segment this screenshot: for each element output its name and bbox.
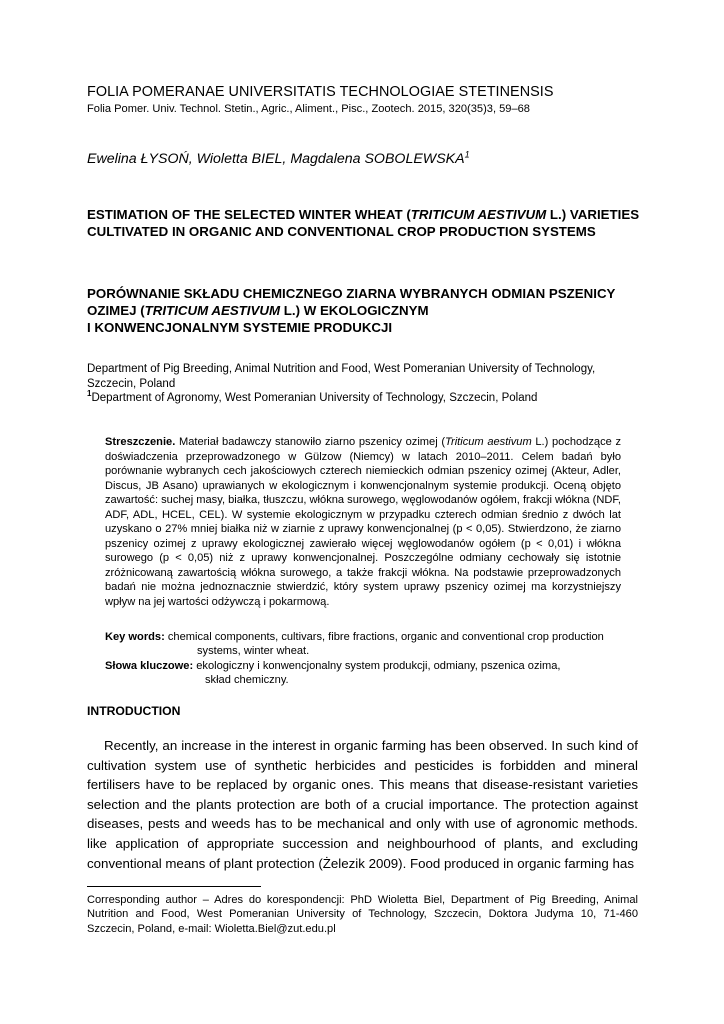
title-pl-part1: PORÓWNANIE SKŁADU CHEMICZNEGO ZIARNA WYBRANYCH ODMIAN PSZENICY OZIMEJ (	[87, 286, 616, 318]
corresponding-author-footnote: Corresponding author – Adres do korespondencji: PhD Wioletta Biel, Department of Pig Breeding, Animal Nutrition and Food, West Pomeranian University of Technology, Szczecin, Doktora Judyma 10, 71-460 Szczecin, Poland, e-mail: Wioletta.Biel@zut.edu.pl	[87, 894, 638, 935]
abstract-text-2: L.) pochodzące z doświadczenia przeprowadzonego w Gülzow (Niemcy) w latach 2010–2011. Celem badań było porównanie wybranych cech jakościowych czterech niemieckich odmian pszenicy ozimej (Akteur, Adler, Discus, JB Asano) uprawianych w ekologicznym i konwencjonalnym systemie produkcji. Oceną objęto zawartość: suchej masy, białka, tłuszczu, włókna surowego, węglowodanów ogółem, frakcji włókna (NDF, ADF, ADL, HCEL, CEL). W systemie ekologicznym w przypadku czterech odmian średnio z dwóch lat uzyskano o 27% mniej białka niż w ziarnie z uprawy konwencjonalnej (p < 0,05). Stwierdzono, że ziarno pszenicy ozimej z uprawy ekologicznej zawierało więcej węglowodanów ogółem (p < 0,01) i włókna surowego (p < 0,05) niż z uprawy konwencjonalnej. Poszczególne odmiany cechowały się istotnie zróżnicowaną zawartością włókna surowego, a także frakcji włókna. Na podstawie przeprowadzonych badań nie można jednoznacznie stwierdzić, który system uprawy pszenicy ozimej ma korzystniejszy wpływ na jej wartości odżywczą i pokarmową.	[105, 436, 622, 609]
paper-title-english	[87, 206, 647, 240]
keywords-pl-text-1: ekologiczny i konwencjonalny system produkcji, odmiany, pszenica ozima,	[193, 659, 561, 672]
title-pl-species: TRITICUM AESTIVUM	[144, 303, 281, 318]
affiliation-secondary	[87, 391, 647, 406]
keywords-en-label: Key words:	[105, 631, 165, 643]
author-names: Ewelina ŁYSOŃ, Wioletta BIEL, Magdalena SOBOLEWSKA	[87, 151, 465, 167]
title-en-part1: ESTIMATION OF THE SELECTED WINTER WHEAT (	[87, 207, 411, 222]
affiliations	[87, 362, 647, 406]
introduction-heading: INTRODUCTION	[87, 704, 181, 718]
author-list	[87, 150, 470, 168]
abstract-label: Streszczenie.	[105, 436, 176, 448]
keywords-polish-cont: skład chemiczny.	[205, 673, 289, 686]
affiliation-primary: Department of Pig Breeding, Animal Nutrition and Food, West Pomeranian University of Technology, Szczecin, Poland	[87, 363, 596, 390]
journal-header	[87, 84, 647, 117]
title-en-species: TRITICUM AESTIVUM	[410, 207, 547, 222]
title-en-part2: L.) VARIETIES CULTIVATED IN ORGANIC AND CONVENTIONAL CROP PRODUCTION SYSTEMS	[87, 207, 640, 239]
title-pl-line3: I KONWENCJONALNYM SYSTEMIE PRODUKCJI	[87, 320, 393, 335]
abstract-species: Triticum aestivum	[445, 436, 532, 448]
paper-title-polish	[87, 285, 647, 336]
affiliation-secondary-text: Department of Agronomy, West Pomeranian University of Technology, Szczecin, Poland	[91, 392, 538, 405]
keywords-en-text-1: chemical components, cultivars, fibre fractions, organic and conventional crop production	[164, 631, 604, 643]
keywords-polish	[105, 659, 621, 673]
journal-title: FOLIA POMERANAE UNIVERSITATIS TECHNOLOGIAE STETINENSIS	[87, 84, 554, 100]
author-affiliation-mark: 1	[464, 149, 470, 160]
abstract	[105, 435, 621, 610]
keywords-english	[105, 630, 621, 644]
abstract-text-1: Materiał badawczy stanowiło ziarno pszenicy ozimej (	[175, 436, 446, 448]
keywords-english-cont: systems, winter wheat.	[197, 645, 310, 658]
journal-citation: Folia Pomer. Univ. Technol. Stetin., Agric., Aliment., Pisc., Zootech. 2015, 320(35)3, 59–68	[87, 103, 530, 115]
keywords-pl-label: Słowa kluczowe:	[105, 659, 194, 672]
footnote-divider	[87, 886, 261, 887]
keywords-block	[105, 630, 621, 687]
title-pl-part2: L.) W EKOLOGICZNYM	[280, 303, 429, 318]
affiliation-secondary-mark: 1	[87, 389, 92, 399]
introduction-paragraph: Recently, an increase in the interest in organic farming has been observed. In such kind of cultivation system use of synthetic herbicides and pesticides is forbidden and mineral fertilisers have to be replaced by organic ones. This means that disease-resistant varieties selection and the plants protection are both of a crucial importance. The protection against diseases, pests and weeds has to be mechanical and only with use of agronomic methods. like application of appropriate succession and neighbourhood of plants, and excluding conventional means of plant protection (Żelezik 2009). Food produced in organic farming has	[87, 738, 638, 871]
